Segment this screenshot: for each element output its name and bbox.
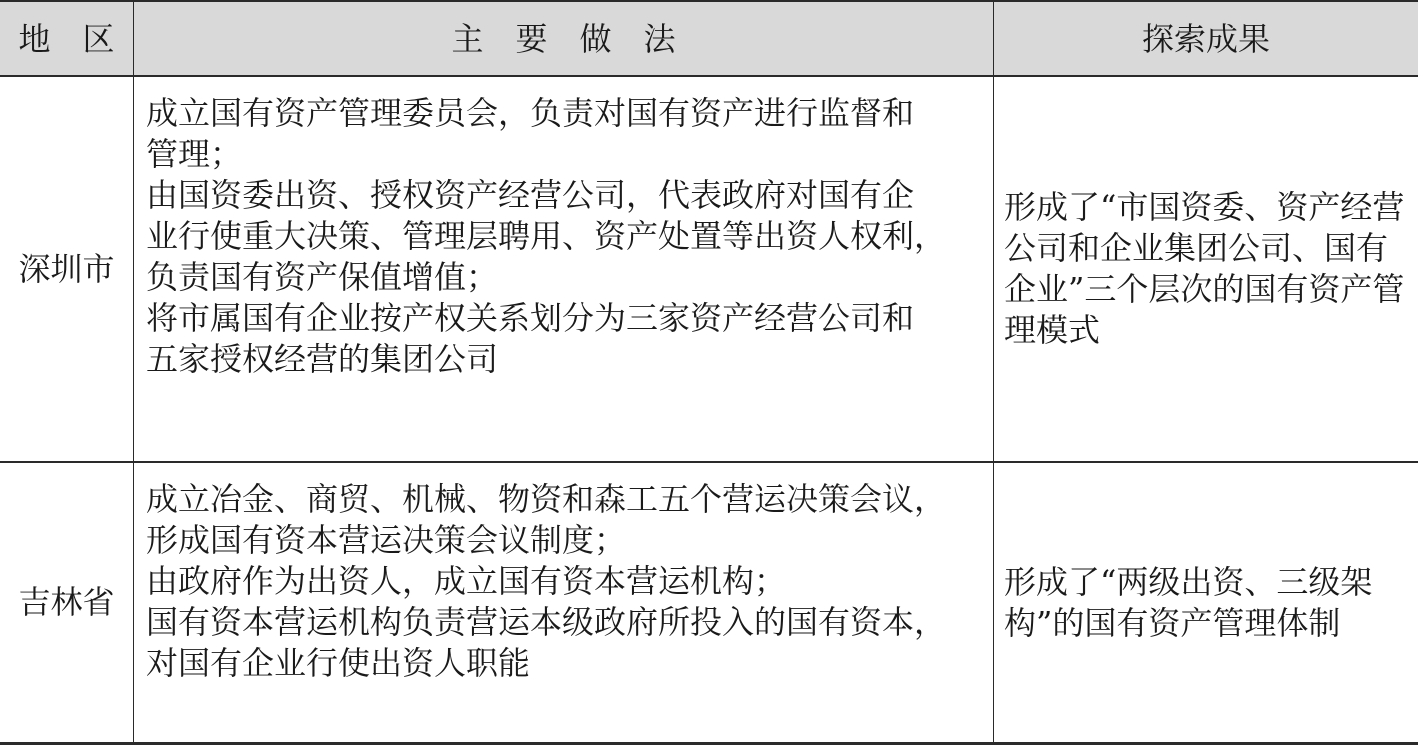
- row-2-practices: [146, 479, 991, 684]
- practice-line: 五家授权经营的集团公司: [146, 340, 499, 378]
- column-divider-1: [133, 0, 134, 745]
- row-2-result-text: 形成了“两级出资、三级架构”的国有资产管理体制: [1004, 562, 1373, 642]
- column-divider-2: [993, 0, 994, 745]
- practice-line: 将市属国有企业按产权关系划分为三家资产经营公司和: [146, 299, 915, 337]
- row-1-result: [1004, 77, 1412, 461]
- practice-line: 成立冶金、商贸、机械、物资和森工五个营运决策会议，: [146, 480, 947, 518]
- header-practices: 主 要 做 法: [451, 19, 676, 58]
- practice-line: 对国有企业行使出资人职能: [146, 644, 531, 682]
- header-results: 探索成果: [1141, 19, 1270, 58]
- bottom-rule: [0, 742, 1418, 745]
- practice-line: 业行使重大决策、管理层聘用、资产处置等出资人权利，: [146, 217, 947, 255]
- practice-line: 由政府作为出资人，成立国有资本营运机构；: [146, 562, 787, 600]
- practice-line: 管理；: [146, 135, 243, 173]
- practice-line: 国有资本营运机构负责营运本级政府所投入的国有资本，: [146, 603, 947, 641]
- row-1-result-text: 形成了“市国资委、资产经营公司和企业集团公司、国有企业”三个层次的国有资产管理模式: [1004, 188, 1405, 349]
- header-region: 地 区: [18, 19, 115, 58]
- row-1-practices: [146, 93, 991, 380]
- practice-line: 负责国有资产保值增值；: [146, 258, 499, 296]
- practice-line: 成立国有资产管理委员会，负责对国有资产进行监督和: [146, 94, 915, 132]
- practice-line: 由国资委出资、授权资产经营公司，代表政府对国有企: [146, 176, 915, 214]
- row-2-region: 吉林省: [18, 583, 115, 621]
- row-2-result: [1004, 463, 1412, 742]
- row-1-region: 深圳市: [18, 249, 115, 288]
- practice-line: 形成国有资本营运决策会议制度；: [146, 521, 627, 559]
